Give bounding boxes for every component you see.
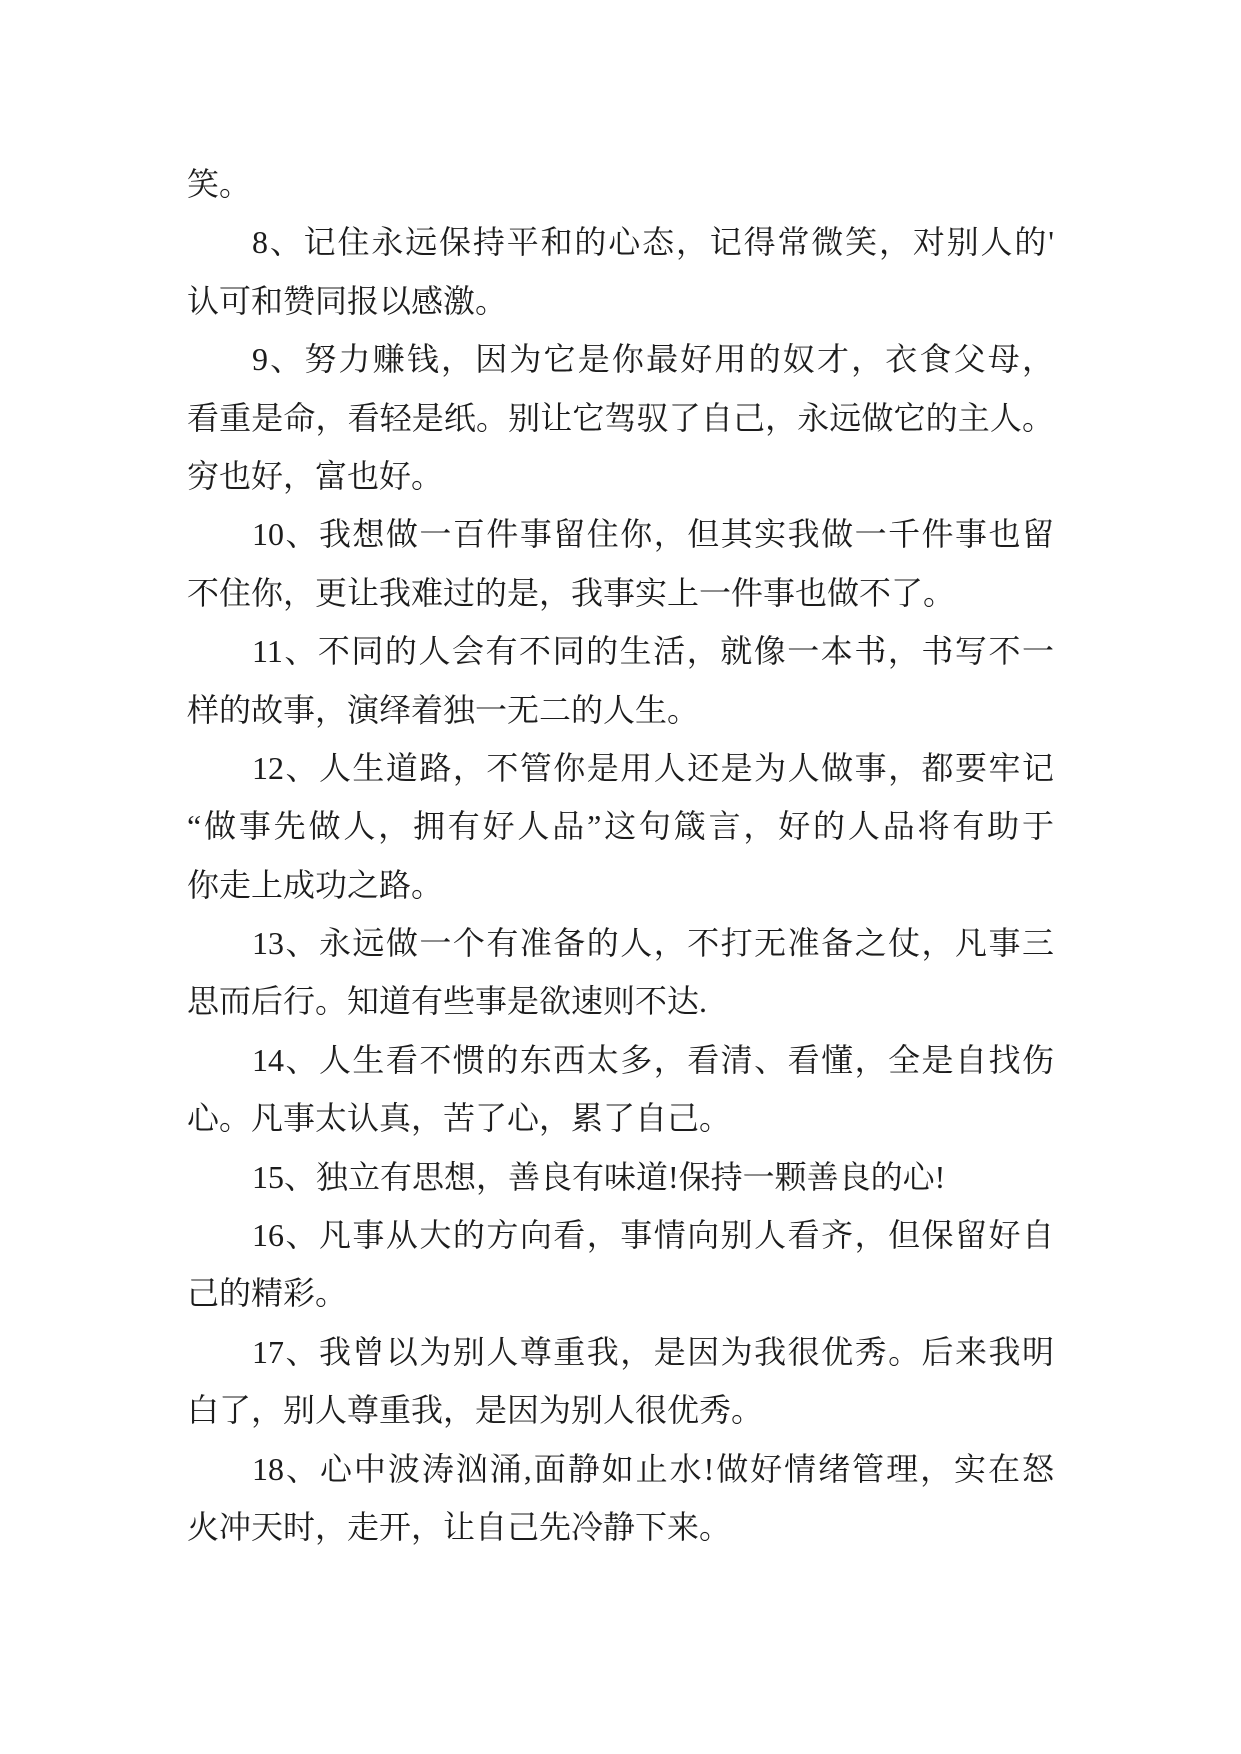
paragraph-line: 思而后行。知道有些事是欲速则不达.: [187, 983, 708, 1020]
paragraph-line: 样的故事，演绎着独一无二的人生。: [187, 691, 700, 728]
paragraph-continuation: [187, 155, 1054, 213]
paragraph-15: [187, 1148, 1054, 1206]
paragraph-16: [187, 1206, 1054, 1323]
paragraph-11: [187, 622, 1054, 739]
paragraph-line: 18、心中波涛汹涌,面静如止水!做好情绪管理，实在怒: [252, 1450, 1054, 1487]
document-body: [187, 155, 1054, 1556]
paragraph-line: “做事先做人，拥有好人品”这句箴言，好的人品将有助于: [187, 808, 1054, 845]
paragraph-line: 12、人生道路，不管你是用人还是为人做事，都要牢记: [252, 749, 1054, 786]
paragraph-9: [187, 330, 1054, 505]
paragraph-line: 16、凡事从大的方向看，事情向别人看齐，但保留好自: [252, 1217, 1054, 1254]
paragraph-line: 9、努力赚钱，因为它是你最好用的奴才，衣食父母，: [252, 341, 1054, 378]
paragraph-line: 白了，别人尊重我，是因为别人很优秀。: [187, 1392, 764, 1429]
paragraph-line: 己的精彩。: [187, 1275, 348, 1312]
paragraph-line: 穷也好，富也好。: [187, 457, 444, 494]
paragraph-line: 15、独立有思想，善良有味道!保持一颗善良的心!: [252, 1158, 946, 1195]
paragraph-line: 10、我想做一百件事留住你，但其实我做一千件事也留: [252, 516, 1054, 553]
paragraph-line: 你走上成功之路。: [187, 866, 444, 903]
paragraph-14: [187, 1031, 1054, 1148]
paragraph-line: 8、记住永远保持平和的心态，记得常微笑，对别人的': [252, 224, 1054, 261]
paragraph-17: [187, 1323, 1054, 1440]
paragraph-line: 心。凡事太认真，苦了心，累了自己。: [187, 1100, 732, 1137]
paragraph-10: [187, 505, 1054, 622]
paragraph-line: 笑。: [187, 166, 252, 202]
paragraph-8: [187, 213, 1054, 330]
paragraph-line: 17、我曾以为别人尊重我，是因为我很优秀。后来我明: [252, 1333, 1054, 1370]
paragraph-line: 14、人生看不惯的东西太多，看清、看懂，全是自找伤: [252, 1041, 1054, 1078]
paragraph-line: 看重是命，看轻是纸。别让它驾驭了自己，永远做它的主人。: [187, 399, 1054, 436]
paragraph-line: 不住你，更让我难过的是，我事实上一件事也做不了。: [187, 574, 956, 611]
paragraph-line: 认可和赞同报以感激。: [187, 282, 508, 319]
paragraph-line: 11、不同的人会有不同的生活，就像一本书，书写不一: [252, 633, 1054, 670]
paragraph-line: 火冲天时，走开，让自己先冷静下来。: [187, 1508, 732, 1545]
paragraph-12: [187, 739, 1054, 914]
paragraph-line: 13、永远做一个有准备的人，不打无准备之仗，凡事三: [252, 925, 1054, 962]
paragraph-18: [187, 1440, 1054, 1557]
paragraph-13: [187, 914, 1054, 1031]
